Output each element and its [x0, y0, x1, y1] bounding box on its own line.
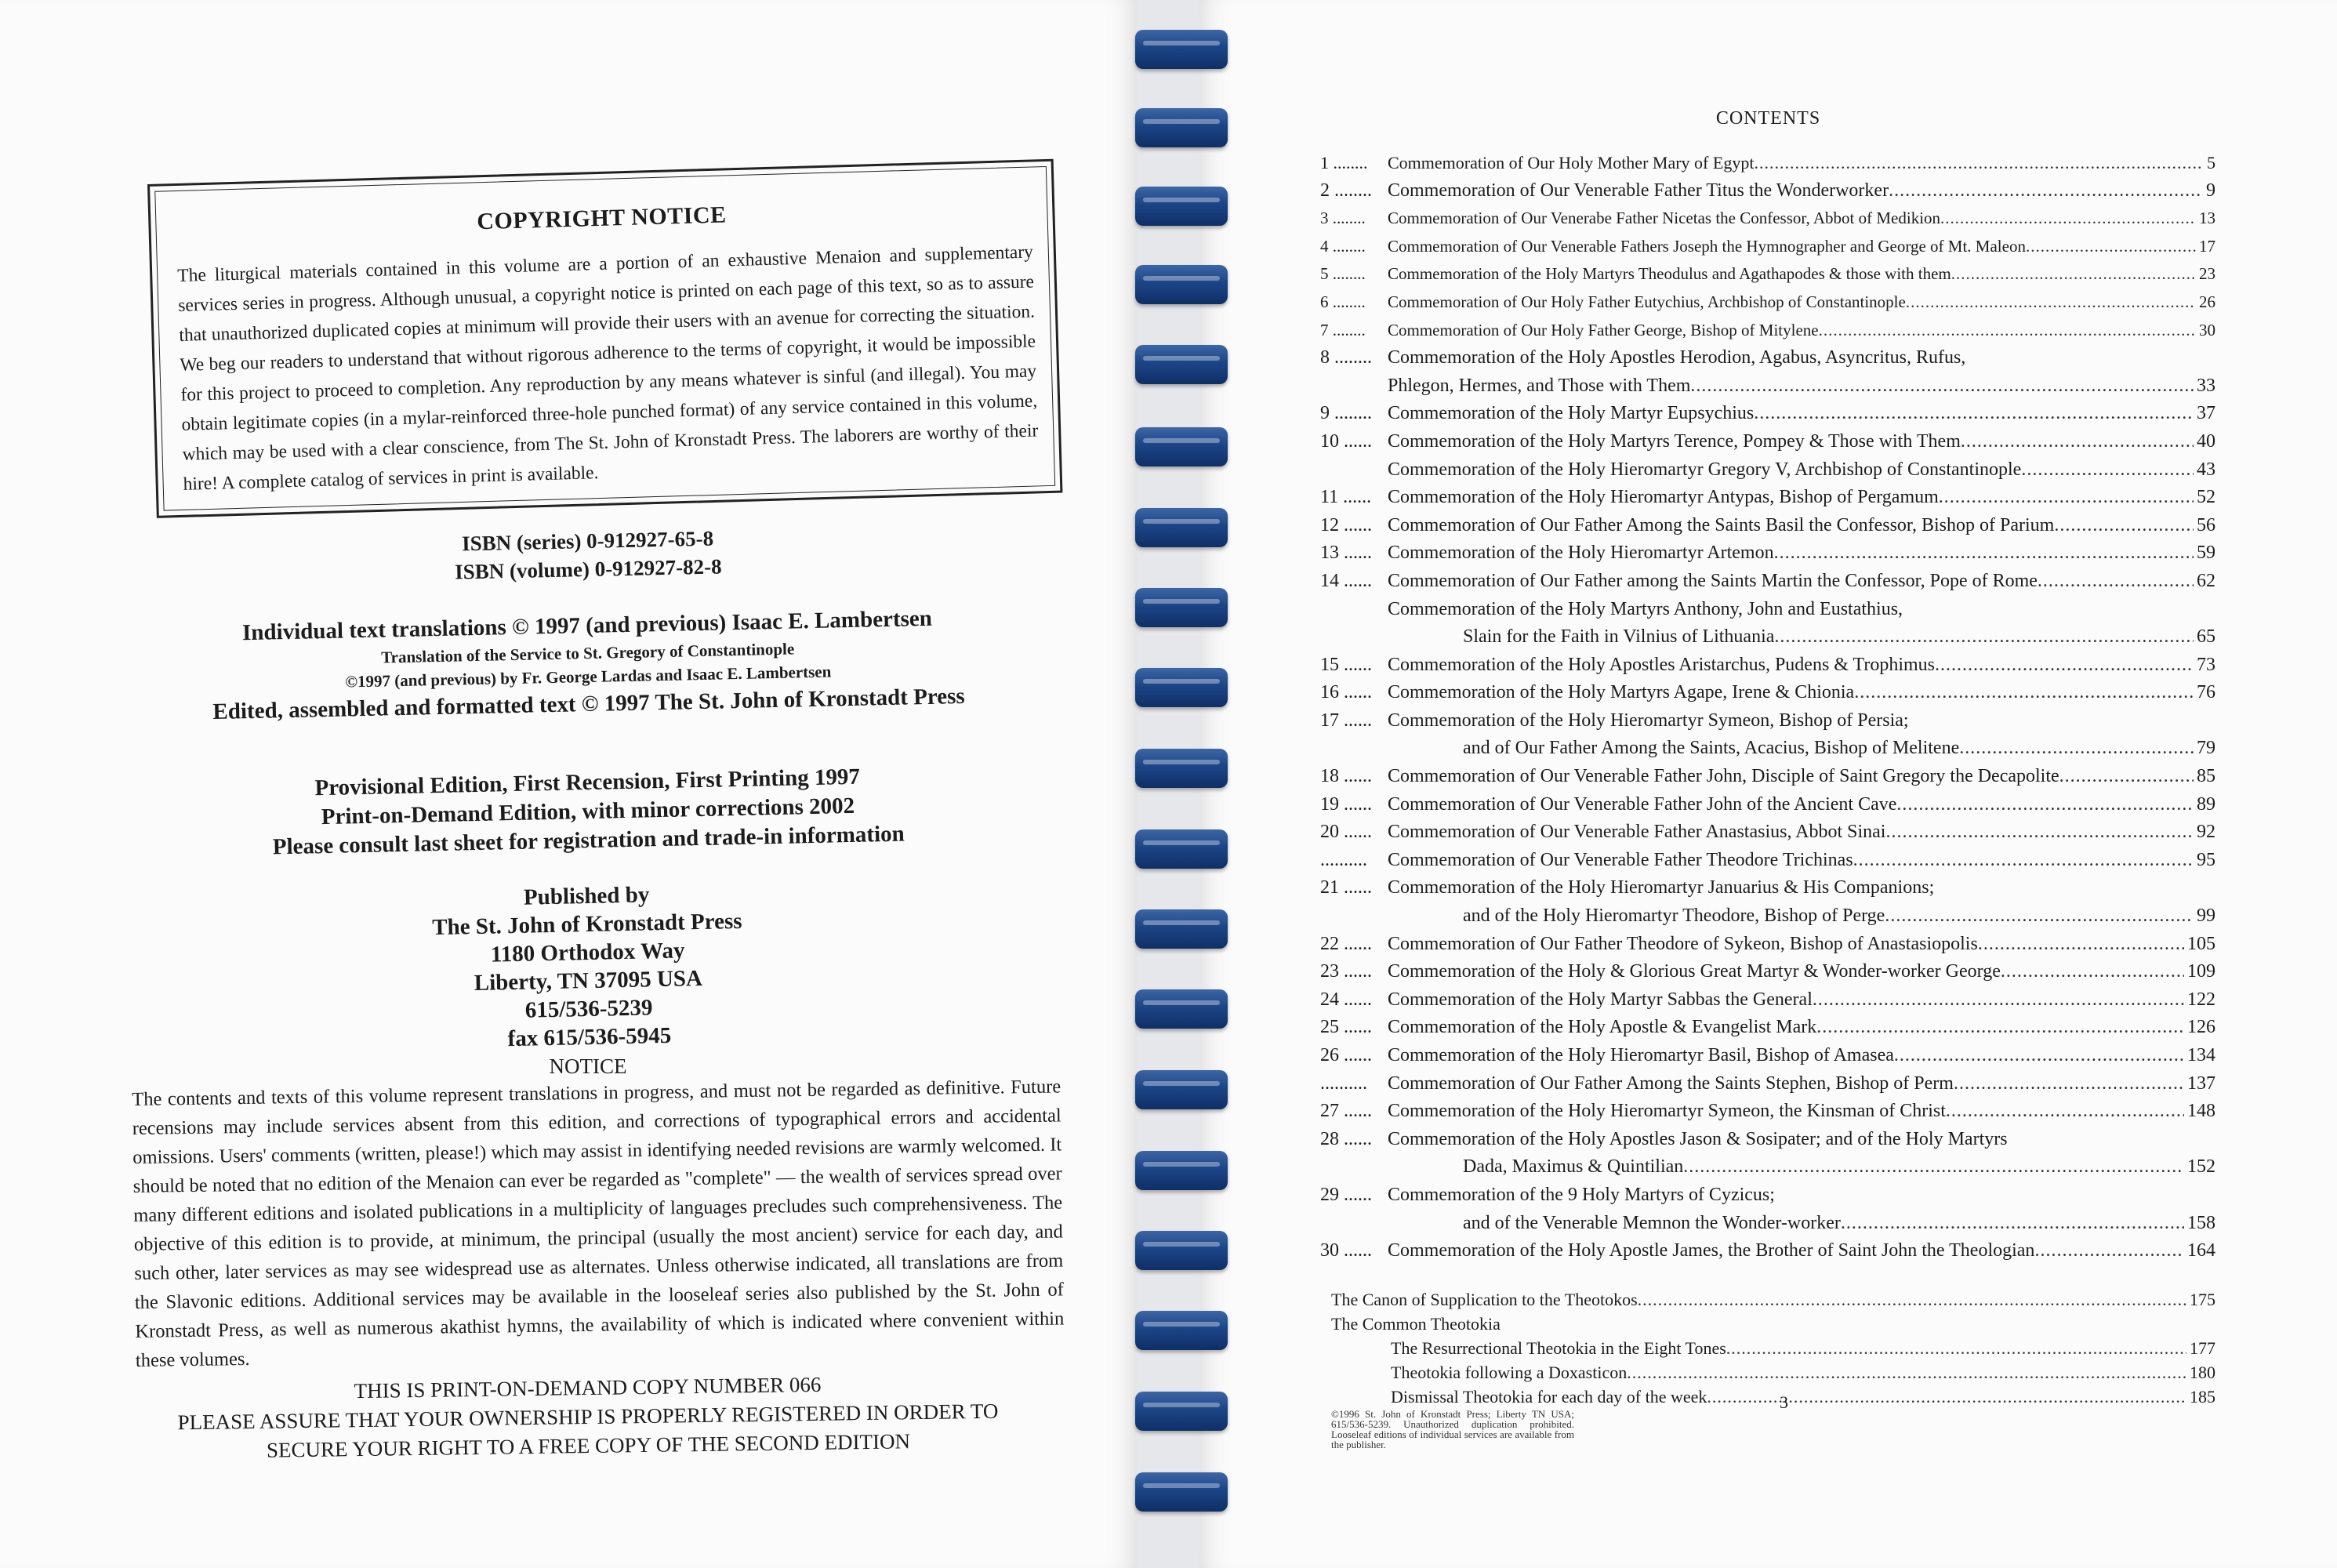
toc-entry-title: Commemoration of the Holy Hieromartyr Gregory V, Archbishop of Constantinople [1388, 459, 2022, 480]
toc-entry-number: 3 ........ [1320, 209, 1366, 228]
toc-entry-title: Commemoration of Our Venerable Father John, Disciple of Saint Gregory the Decapolite [1388, 766, 2059, 787]
toc-entry-number: 15 ...... [1320, 654, 1372, 675]
binding-coil [1135, 427, 1228, 466]
toc-entry-title: Commemoration of the Holy Martyrs Agape, Irene & Chionia [1388, 682, 1855, 703]
appendix-entry [1320, 1336, 2215, 1360]
toc-entry-number: 19 ...... [1320, 793, 1372, 815]
toc-entry-title: Commemoration of the Holy Hieromartyr Symeon, the Kinsman of Christ [1388, 1101, 1946, 1122]
binding-coil [1135, 1151, 1228, 1190]
toc-entry-page: 5 [2207, 153, 2215, 172]
toc-entry-title: Commemoration of Our Venerable Father John of the Ancient Cave [1388, 793, 1897, 815]
binding-coil [1135, 187, 1228, 226]
toc-entry-page: 152 [2187, 1156, 2215, 1178]
appendix-entry-title: Theotokia following a Doxasticon [1391, 1362, 1628, 1382]
toc-entry [1320, 512, 2215, 540]
binding-coil [1135, 1070, 1228, 1109]
toc-leader-dots [1940, 205, 2196, 233]
toc-entry [1320, 177, 2215, 205]
binding-coil [1135, 265, 1228, 304]
toc-entry [1320, 568, 2215, 596]
toc-entry-title: Slain for the Faith in Vilnius of Lithuania [1463, 626, 1775, 648]
translation-credits [117, 600, 1060, 729]
toc-leader-dots [1627, 1360, 2186, 1385]
publisher-line: 615/536-5239 [524, 995, 653, 1023]
toc-entry [1320, 484, 2215, 512]
binding-coil [1135, 668, 1228, 707]
toc-entry [1320, 679, 2215, 707]
toc-entry-page: 95 [2197, 849, 2215, 870]
toc-entry [1320, 623, 2215, 652]
toc-entry-number: 18 ...... [1320, 766, 1372, 787]
toc-entry-page: 148 [2187, 1101, 2215, 1122]
toc-leader-dots [1754, 400, 2194, 428]
toc-entry-number: 9 ........ [1320, 403, 1372, 424]
appendix-entry-title: Dismissal Theotokia for each day of the week [1391, 1386, 1707, 1406]
toc-entry-number: .......... [1320, 1073, 1367, 1094]
translation-credit-line: Translation of the Service to St. Gregory of Constantinople [380, 639, 795, 667]
table-of-contents [1320, 149, 2215, 1409]
toc-leader-dots [1816, 1014, 2184, 1042]
toc-entry [1320, 205, 2215, 233]
toc-entry-page: 79 [2197, 738, 2215, 759]
toc-leader-dots [1894, 1042, 2184, 1070]
toc-leader-dots [1854, 679, 2194, 707]
appendix-entry-title: The Resurrectional Theotokia in the Eight Tones [1391, 1338, 1726, 1358]
toc-leader-dots [2034, 1237, 2184, 1265]
toc-leader-dots [1889, 177, 2203, 205]
toc-entry [1320, 847, 2215, 875]
toc-entry [1320, 707, 2215, 735]
toc-entry-page: 62 [2197, 570, 2215, 591]
binding-coil [1135, 1472, 1228, 1512]
toc-entry-title: Commemoration of Our Father Among the Saints Basil the Confessor, Bishop of Parium [1388, 514, 2055, 535]
binding-coil [1135, 1231, 1228, 1270]
translation-credit-line: Edited, assembled and formatted text © 1997 The St. John of Kronstadt Press [212, 683, 965, 725]
toc-entry [1320, 1237, 2215, 1265]
toc-entry [1320, 1181, 2215, 1210]
toc-entry [1320, 874, 2215, 902]
toc-entry-title: Commemoration of the Holy Martyrs Anthony, John and Eustathius, [1388, 598, 1903, 619]
binding-coil [1135, 345, 1228, 384]
toc-entry [1320, 1210, 2215, 1238]
toc-entry-page: 13 [2199, 209, 2215, 228]
isbn-series: ISBN (series) 0-912927-65-8 [461, 526, 714, 556]
toc-entry-page: 56 [2197, 514, 2215, 535]
toc-entry-title: Dada, Maximus & Quintilian [1463, 1156, 1684, 1178]
toc-entry-title: and of the Holy Hieromartyr Theodore, Bishop of Perge [1463, 906, 1885, 927]
appendix-entry-title: The Canon of Supplication to the Theotokos [1331, 1289, 1638, 1309]
toc-entry-title: Commemoration of the Holy Apostle James, the Brother of Saint John the Theologian [1388, 1240, 2035, 1261]
toc-entry-title: Commemoration of the Holy Martyrs Theodulus and Agathapodes & those with them [1388, 264, 1951, 284]
toc-leader-dots [1813, 986, 2184, 1014]
toc-entry-title: Commemoration of the Holy Hieromartyr Januarius & His Companions; [1388, 877, 1935, 898]
toc-leader-dots [1754, 149, 2204, 177]
toc-leader-dots [1726, 1336, 2186, 1360]
toc-leader-dots [1774, 539, 2194, 568]
binding-coil [1135, 1311, 1228, 1350]
toc-entry-page: 26 [2199, 292, 2215, 311]
toc-entry-page: 43 [2197, 459, 2215, 480]
toc-entry-title: Commemoration of Our Father among the Saints Martin the Confessor, Pope of Rome [1388, 570, 2038, 591]
publisher-line: Liberty, TN 37095 USA [474, 965, 703, 996]
toc-leader-dots [1638, 1287, 2186, 1312]
appendix-entry [1320, 1385, 2215, 1409]
toc-entry-page: 158 [2187, 1212, 2215, 1233]
publisher-info [116, 872, 1060, 1061]
toc-entry-number: 14 ...... [1320, 570, 1372, 591]
toc-entry-number: 1 ........ [1320, 153, 1368, 172]
toc-leader-dots [1935, 652, 2194, 680]
publisher-line: Published by [523, 882, 650, 910]
pod-line: SECURE YOUR RIGHT TO A FREE COPY OF THE SECOND EDITION [266, 1429, 911, 1462]
binding-coil [1135, 30, 1228, 69]
toc-entry [1320, 596, 2215, 624]
toc-entry [1320, 958, 2215, 986]
toc-entry-number: 22 ...... [1320, 933, 1372, 954]
toc-entry-title: Commemoration of Our Venerable Fathers Joseph the Hymnographer and George of Mt. Maleon [1388, 236, 2026, 256]
toc-entry-number: 2 ........ [1320, 180, 1372, 201]
toc-entry [1320, 652, 2215, 680]
toc-entry-page: 105 [2187, 933, 2215, 954]
binding-coil [1135, 588, 1228, 627]
toc-entry-number: 20 ...... [1320, 822, 1372, 843]
toc-entry [1320, 539, 2215, 568]
translation-credit-line: ©1997 (and previous) by Fr. George Lardas and Isaac E. Lambertsen [345, 662, 832, 691]
toc-entry [1320, 902, 2215, 931]
toc-entry-page: 109 [2187, 961, 2215, 982]
toc-leader-dots [1939, 484, 2194, 512]
toc-entry-number: 6 ........ [1320, 292, 1366, 311]
translation-credit-line: Individual text translations © 1997 (and previous) Isaac E. Lambertsen [241, 605, 933, 646]
toc-leader-dots [1683, 1153, 2184, 1181]
toc-entry [1320, 400, 2215, 428]
toc-entry [1320, 986, 2215, 1014]
toc-leader-dots [1819, 317, 2196, 345]
toc-entry-page: 40 [2197, 430, 2215, 452]
toc-entry-number: 23 ...... [1320, 961, 1372, 982]
toc-entry-title: Commemoration of the Holy & Glorious Great Martyr & Wonder-worker George [1388, 961, 2001, 982]
toc-entry [1320, 289, 2215, 317]
toc-entry [1320, 428, 2215, 456]
toc-leader-dots [1853, 847, 2194, 875]
toc-entry-number: 17 ...... [1320, 710, 1372, 731]
print-on-demand-notice [117, 1367, 1058, 1468]
toc-leader-dots [1885, 902, 2194, 931]
toc-entry-number: 24 ...... [1320, 989, 1372, 1010]
binding-coil [1135, 508, 1228, 547]
copyright-notice-title: COPYRIGHT NOTICE [476, 201, 727, 235]
toc-entry [1320, 818, 2215, 847]
toc-leader-dots [1885, 818, 2194, 847]
toc-entry-number: 16 ...... [1320, 682, 1372, 703]
toc-entry [1320, 931, 2215, 959]
publisher-line: 1180 Orthodox Way [490, 938, 685, 967]
toc-leader-dots [2026, 233, 2196, 261]
toc-entry-title: Commemoration of the 9 Holy Martyrs of Cyzicus; [1388, 1184, 1775, 1205]
toc-entry-title: Commemoration of the Holy Hieromartyr Symeon, Bishop of Persia; [1388, 710, 1909, 731]
binding-coil [1135, 829, 1228, 869]
appendix-entry-page: 185 [2190, 1386, 2215, 1406]
toc-entry-number: .......... [1320, 849, 1367, 870]
toc-entry [1320, 233, 2215, 261]
toc-entry-page: 52 [2197, 487, 2215, 508]
toc-leader-dots [1774, 623, 2194, 652]
binding-coil [1135, 749, 1228, 788]
toc-entry [1320, 344, 2215, 372]
toc-entry-number: 5 ........ [1320, 264, 1366, 284]
binding-coil [1135, 1392, 1228, 1431]
toc-entry-page: 122 [2187, 989, 2215, 1010]
pod-line: PLEASE ASSURE THAT YOUR OWNERSHIP IS PROPERLY REGISTERED IN ORDER TO [177, 1399, 999, 1435]
toc-entry-number: 4 ........ [1320, 236, 1366, 256]
toc-leader-dots [1690, 372, 2194, 401]
toc-entry-title: and of the Venerable Memnon the Wonder-worker [1463, 1212, 1841, 1233]
edition-line: Please consult last sheet for registration and trade-in information [272, 821, 905, 860]
toc-leader-dots [1959, 735, 2194, 763]
toc-entry-number: 28 ...... [1320, 1128, 1372, 1149]
toc-leader-dots [2054, 512, 2194, 540]
toc-entry-page: 85 [2197, 766, 2215, 787]
toc-entry-number: 26 ...... [1320, 1045, 1372, 1065]
publisher-line: The St. John of Kronstadt Press [431, 908, 742, 941]
appendix-entry [1320, 1360, 2215, 1385]
toc-entry-title: Commemoration of Our Venerabe Father Nicetas the Confessor, Abbot of Medikion [1388, 209, 1941, 228]
toc-entry [1320, 763, 2215, 791]
footer-copyright: ©1996 St. John of Kronstadt Press; Liberty TN USA; 615/536-5239. Unauthorized duplication prohibited. Looseleaf editions of individual services are available from the publisher. [1331, 1408, 1574, 1450]
toc-entry-number: 10 ...... [1320, 430, 1372, 452]
toc-entry-title: and of Our Father Among the Saints, Acacius, Bishop of Melitene [1463, 738, 1960, 759]
toc-entry-number: 11 ...... [1320, 487, 1372, 508]
toc-entry-number: 27 ...... [1320, 1101, 1372, 1122]
toc-entry-page: 30 [2199, 320, 2215, 339]
toc-entry-title: Phlegon, Hermes, and Those with Them [1388, 375, 1691, 396]
toc-leader-dots [2059, 763, 2194, 791]
toc-entry-number: 13 ...... [1320, 543, 1372, 564]
toc-leader-dots [1954, 1070, 2184, 1098]
toc-entry-title: Commemoration of the Holy Martyr Eupsychius [1388, 403, 1755, 424]
toc-entry-page: 65 [2197, 626, 2215, 648]
toc-entry-title: Commemoration of the Holy Apostles Aristarchus, Pudens & Trophimus [1388, 654, 1936, 675]
toc-entry [1320, 456, 2215, 485]
toc-entry [1320, 791, 2215, 819]
toc-entry-title: Commemoration of the Holy Martyr Sabbas the General [1388, 989, 1813, 1010]
toc-entry-number: 21 ...... [1320, 877, 1372, 898]
toc-entry-number: 25 ...... [1320, 1017, 1372, 1038]
publisher-line: fax 615/536-5945 [507, 1022, 672, 1052]
toc-entry-page: 99 [2197, 906, 2215, 927]
toc-entry-page: 89 [2197, 793, 2215, 815]
toc-entry [1320, 1070, 2215, 1098]
toc-entry-page: 134 [2187, 1045, 2215, 1065]
appendix-entry [1320, 1287, 2215, 1312]
toc-entry-page: 76 [2197, 682, 2215, 703]
copyright-notice-body: The liturgical materials contained in this volume are a portion of an exhaustive Menaion and supplementary services series in progress. Although unusual, a copyright notice is printed on each page of this text, so as to assure that unauthorized duplicated copies at minimum will provide their users with an avenue for correcting the situation. We beg our readers to understand that without rigorous adherence to the terms of copyright, it would be impossible for this project to proceed to completion. Any reproduction by any means whatever is sinful (and illegal). You may obtain legitimate copies (in a mylar-reinforced three-hole punched format) of any service contained in this volume, which may be used with a clear conscience, from The St. John of Kronstadt Press. The laborers are worthy of their hire! A complete catalog of services in print is available. [176, 241, 1039, 495]
notice-title: NOTICE [549, 1054, 627, 1078]
appendix-entry-page: 175 [2190, 1289, 2215, 1309]
toc-entry-title: Commemoration of the Holy Apostles Herodion, Agabus, Asyncritus, Rufus, [1388, 347, 1966, 368]
toc-entry [1320, 149, 2215, 177]
toc-leader-dots [1951, 260, 2196, 289]
toc-entry-page: 126 [2187, 1017, 2215, 1038]
appendix-entry-page: 177 [2190, 1338, 2215, 1358]
toc-entry [1320, 1014, 2215, 1042]
toc-entry-title: Commemoration of Our Venerable Father Titus the Wonderworker [1388, 180, 1889, 201]
edition-line: Provisional Edition, First Recension, First Printing 1997 [314, 764, 861, 801]
toc-leader-dots [2038, 568, 2194, 596]
appendix-entry [1320, 1312, 2215, 1336]
toc-entry-title: Commemoration of the Holy Hieromartyr Antypas, Bishop of Pergamum [1388, 487, 1939, 508]
binding-coil [1135, 909, 1228, 949]
pod-line: THIS IS PRINT-ON-DEMAND COPY NUMBER 066 [354, 1372, 822, 1403]
toc-entry-number: 12 ...... [1320, 514, 1372, 535]
toc-entry-title: Commemoration of Our Holy Mother Mary of Egypt [1388, 153, 1755, 172]
toc-leader-dots [1961, 428, 2194, 456]
toc-entry-title: Commemoration of the Holy Hieromartyr Artemon [1388, 543, 1774, 564]
toc-entry-page: 9 [2206, 180, 2215, 201]
edition-line: Print-on-Demand Edition, with minor corrections 2002 [321, 793, 855, 830]
toc-entry-title: Commemoration of Our Holy Father Eutychius, Archbishop of Constantinople [1388, 292, 1906, 311]
binding-coil [1135, 989, 1228, 1029]
contents-title: CONTENTS [1715, 108, 1821, 129]
toc-entry [1320, 317, 2215, 345]
toc-entry [1320, 1153, 2215, 1181]
appendix-entry-page: 180 [2190, 1362, 2215, 1382]
toc-entry-page: 17 [2199, 236, 2215, 256]
toc-entry-title: Commemoration of Our Father Theodore of Sykeon, Bishop of Anastasiopolis [1388, 933, 1978, 954]
toc-entry-page: 23 [2199, 264, 2215, 284]
toc-leader-dots [2001, 958, 2184, 986]
toc-entry-title: Commemoration of the Holy Martyrs Terence, Pompey & Those with Them [1388, 430, 1961, 452]
toc-entry [1320, 1098, 2215, 1126]
toc-entry-page: 37 [2197, 403, 2215, 424]
toc-entry-title: Commemoration of Our Venerable Father Theodore Trichinas [1388, 849, 1853, 870]
toc-entry [1320, 372, 2215, 401]
toc-entry [1320, 735, 2215, 763]
toc-entry [1320, 1042, 2215, 1070]
toc-entry [1320, 1126, 2215, 1154]
toc-entry-title: Commemoration of Our Father Among the Saints Stephen, Bishop of Perm [1388, 1073, 1954, 1094]
toc-entry-number: 29 ...... [1320, 1184, 1372, 1205]
toc-entry-title: Commemoration of Our Venerable Father Anastasius, Abbot Sinai [1388, 822, 1886, 843]
isbn-volume: ISBN (volume) 0-912927-82-8 [454, 554, 722, 584]
toc-entry-number: 8 ........ [1320, 347, 1372, 368]
toc-entry-title: Commemoration of Our Holy Father George, Bishop of Mitylene [1388, 320, 1819, 339]
toc-entry-page: 59 [2197, 543, 2215, 564]
copyright-notice-box [147, 159, 1062, 518]
toc-leader-dots [1906, 289, 2196, 317]
page-number: 3 [1780, 1392, 1788, 1412]
toc-leader-dots [1946, 1098, 2184, 1126]
toc-entry-title: Commemoration of the Holy Apostles Jason & Sosipater; and of the Holy Martyrs [1388, 1128, 2008, 1149]
toc-entry-number: 7 ........ [1320, 320, 1366, 339]
toc-leader-dots [1978, 931, 2184, 959]
toc-leader-dots [2021, 456, 2194, 485]
toc-entry-page: 73 [2197, 654, 2215, 675]
toc-leader-dots [1896, 791, 2194, 819]
toc-entry-title: Commemoration of the Holy Hieromartyr Basil, Bishop of Amasea [1388, 1045, 1894, 1065]
toc-leader-dots [1841, 1210, 2184, 1238]
toc-entry-page: 92 [2197, 822, 2215, 843]
toc-entry-title: Commemoration of the Holy Apostle & Evangelist Mark [1388, 1017, 1817, 1038]
toc-entry-page: 137 [2187, 1073, 2215, 1094]
toc-entry-number: 30 ...... [1320, 1240, 1372, 1261]
toc-entry-page: 164 [2187, 1240, 2215, 1261]
notice-body: The contents and texts of this volume represent translations in progress, and must not be regarded as definitive. Future recensions may include services absent from this edition, and corrections of typographical errors and accidental omissions. Users' comments (written, please!) which may assist in identifying needed revisions are warmly welcomed. It should be noted that no edition of the Menaion can ever be regarded as "complete" — the wealth of services spread over many different editions and isolated publications in a multiplicity of languages precludes such comprehensiveness. The objective of this edition is to provide, at minimum, the principal (usually the most ancient) service for each day, and such other, later services as may see widespread use as alternates. Unless otherwise indicated, all translations are from the Slavonic editions. Additional services may be available in the looseleaf series also published by the St. John of Kronstadt Press, as well as numerous akathist hymns, the availability of which is indicated where convenient within these volumes. [132, 1076, 1065, 1371]
toc-entry [1320, 260, 2215, 289]
toc-entry-page: 33 [2197, 375, 2215, 396]
appendix-entry-title: The Common Theotokia [1331, 1313, 1501, 1334]
